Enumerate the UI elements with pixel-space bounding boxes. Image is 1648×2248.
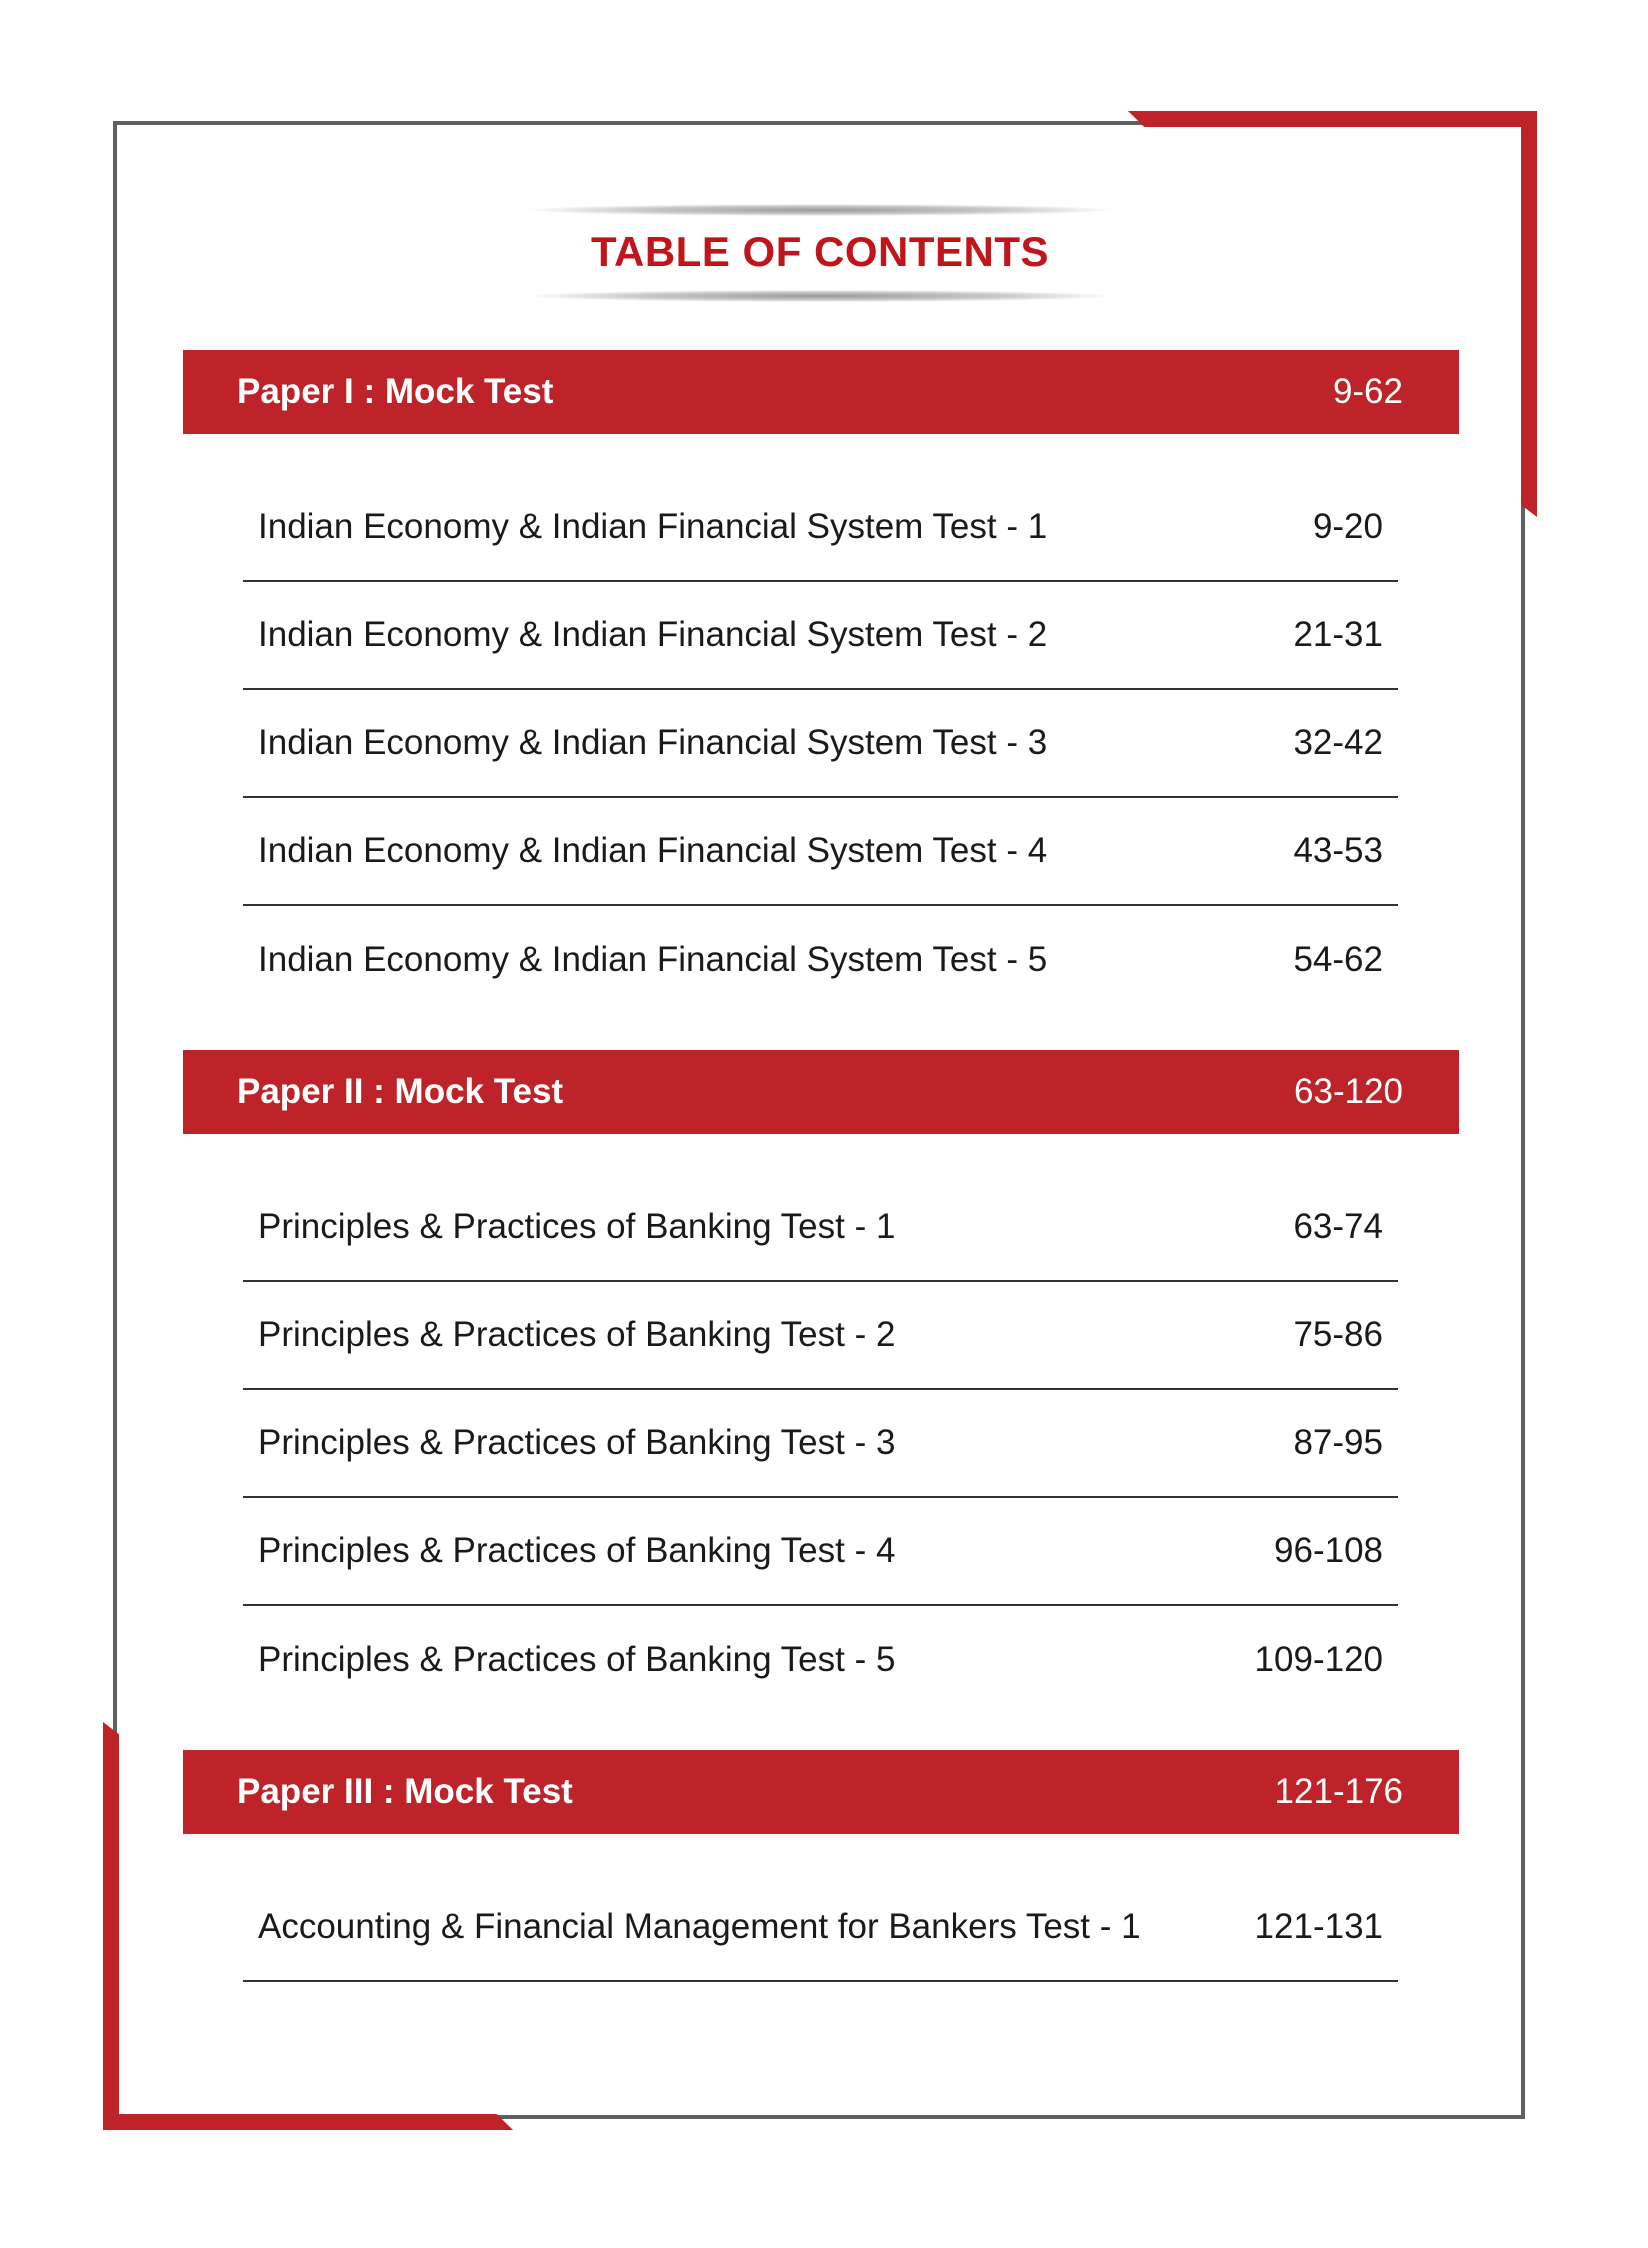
toc-entry[interactable]	[243, 906, 1398, 1014]
entry-pages: 63-74	[1293, 1207, 1383, 1246]
section-pages: 9-62	[1332, 372, 1403, 411]
entry-pages: 21-31	[1293, 615, 1383, 654]
page-title: TABLE OF CONTENTS	[590, 228, 1050, 275]
toc-entry[interactable]	[243, 1282, 1398, 1390]
section-header-paper-3	[183, 1750, 1459, 1834]
corner-accent-right	[1521, 111, 1537, 517]
entry-pages: 87-95	[1293, 1423, 1383, 1462]
entry-title: Accounting & Financial Management for Bankers Test - 1	[258, 1907, 1141, 1946]
toc-entry[interactable]	[243, 1390, 1398, 1498]
entry-title: Indian Economy & Indian Financial System Test - 4	[258, 831, 1048, 870]
section-title: Paper II : Mock Test	[237, 1072, 564, 1111]
toc-entry[interactable]	[243, 1606, 1398, 1714]
toc-entry[interactable]	[243, 690, 1398, 798]
entry-pages: 121-131	[1254, 1907, 1383, 1946]
entry-title: Principles & Practices of Banking Test - 1	[258, 1207, 896, 1246]
entry-title: Indian Economy & Indian Financial System Test - 5	[258, 940, 1048, 979]
entry-pages: 54-62	[1293, 940, 1383, 979]
section-header-paper-2	[183, 1050, 1459, 1134]
corner-accent-left	[103, 1722, 119, 2130]
toc-entry[interactable]	[243, 1498, 1398, 1606]
corner-accent-top	[1128, 111, 1537, 127]
corner-accent-bottom	[103, 2114, 513, 2130]
section-pages: 121-176	[1274, 1772, 1403, 1811]
section-header-paper-1	[183, 350, 1459, 434]
entry-title: Principles & Practices of Banking Test - 4	[258, 1531, 896, 1570]
toc-entry[interactable]	[243, 582, 1398, 690]
toc-entry[interactable]	[243, 1174, 1398, 1282]
entry-pages: 109-120	[1254, 1640, 1383, 1679]
entry-title: Indian Economy & Indian Financial System Test - 2	[258, 615, 1048, 654]
entry-pages: 9-20	[1312, 507, 1383, 546]
entry-pages: 96-108	[1274, 1531, 1383, 1570]
entry-pages: 75-86	[1293, 1315, 1383, 1354]
entry-title: Indian Economy & Indian Financial System Test - 1	[258, 507, 1048, 546]
title-rule-bottom	[530, 290, 1110, 302]
entry-title: Principles & Practices of Banking Test - 5	[258, 1640, 896, 1679]
entry-title: Principles & Practices of Banking Test - 3	[258, 1423, 896, 1462]
section-title: Paper III : Mock Test	[237, 1772, 573, 1811]
title-block	[530, 204, 1110, 304]
toc-entry[interactable]	[243, 474, 1398, 582]
toc-entry[interactable]	[243, 1874, 1398, 1982]
entry-title: Indian Economy & Indian Financial System Test - 3	[258, 723, 1048, 762]
entry-pages: 43-53	[1293, 831, 1383, 870]
section-title: Paper I : Mock Test	[237, 372, 554, 411]
entry-pages: 32-42	[1293, 723, 1383, 762]
entry-title: Principles & Practices of Banking Test - 2	[258, 1315, 896, 1354]
section-pages: 63-120	[1294, 1072, 1403, 1111]
toc-entry[interactable]	[243, 798, 1398, 906]
title-rule-top	[530, 204, 1110, 216]
